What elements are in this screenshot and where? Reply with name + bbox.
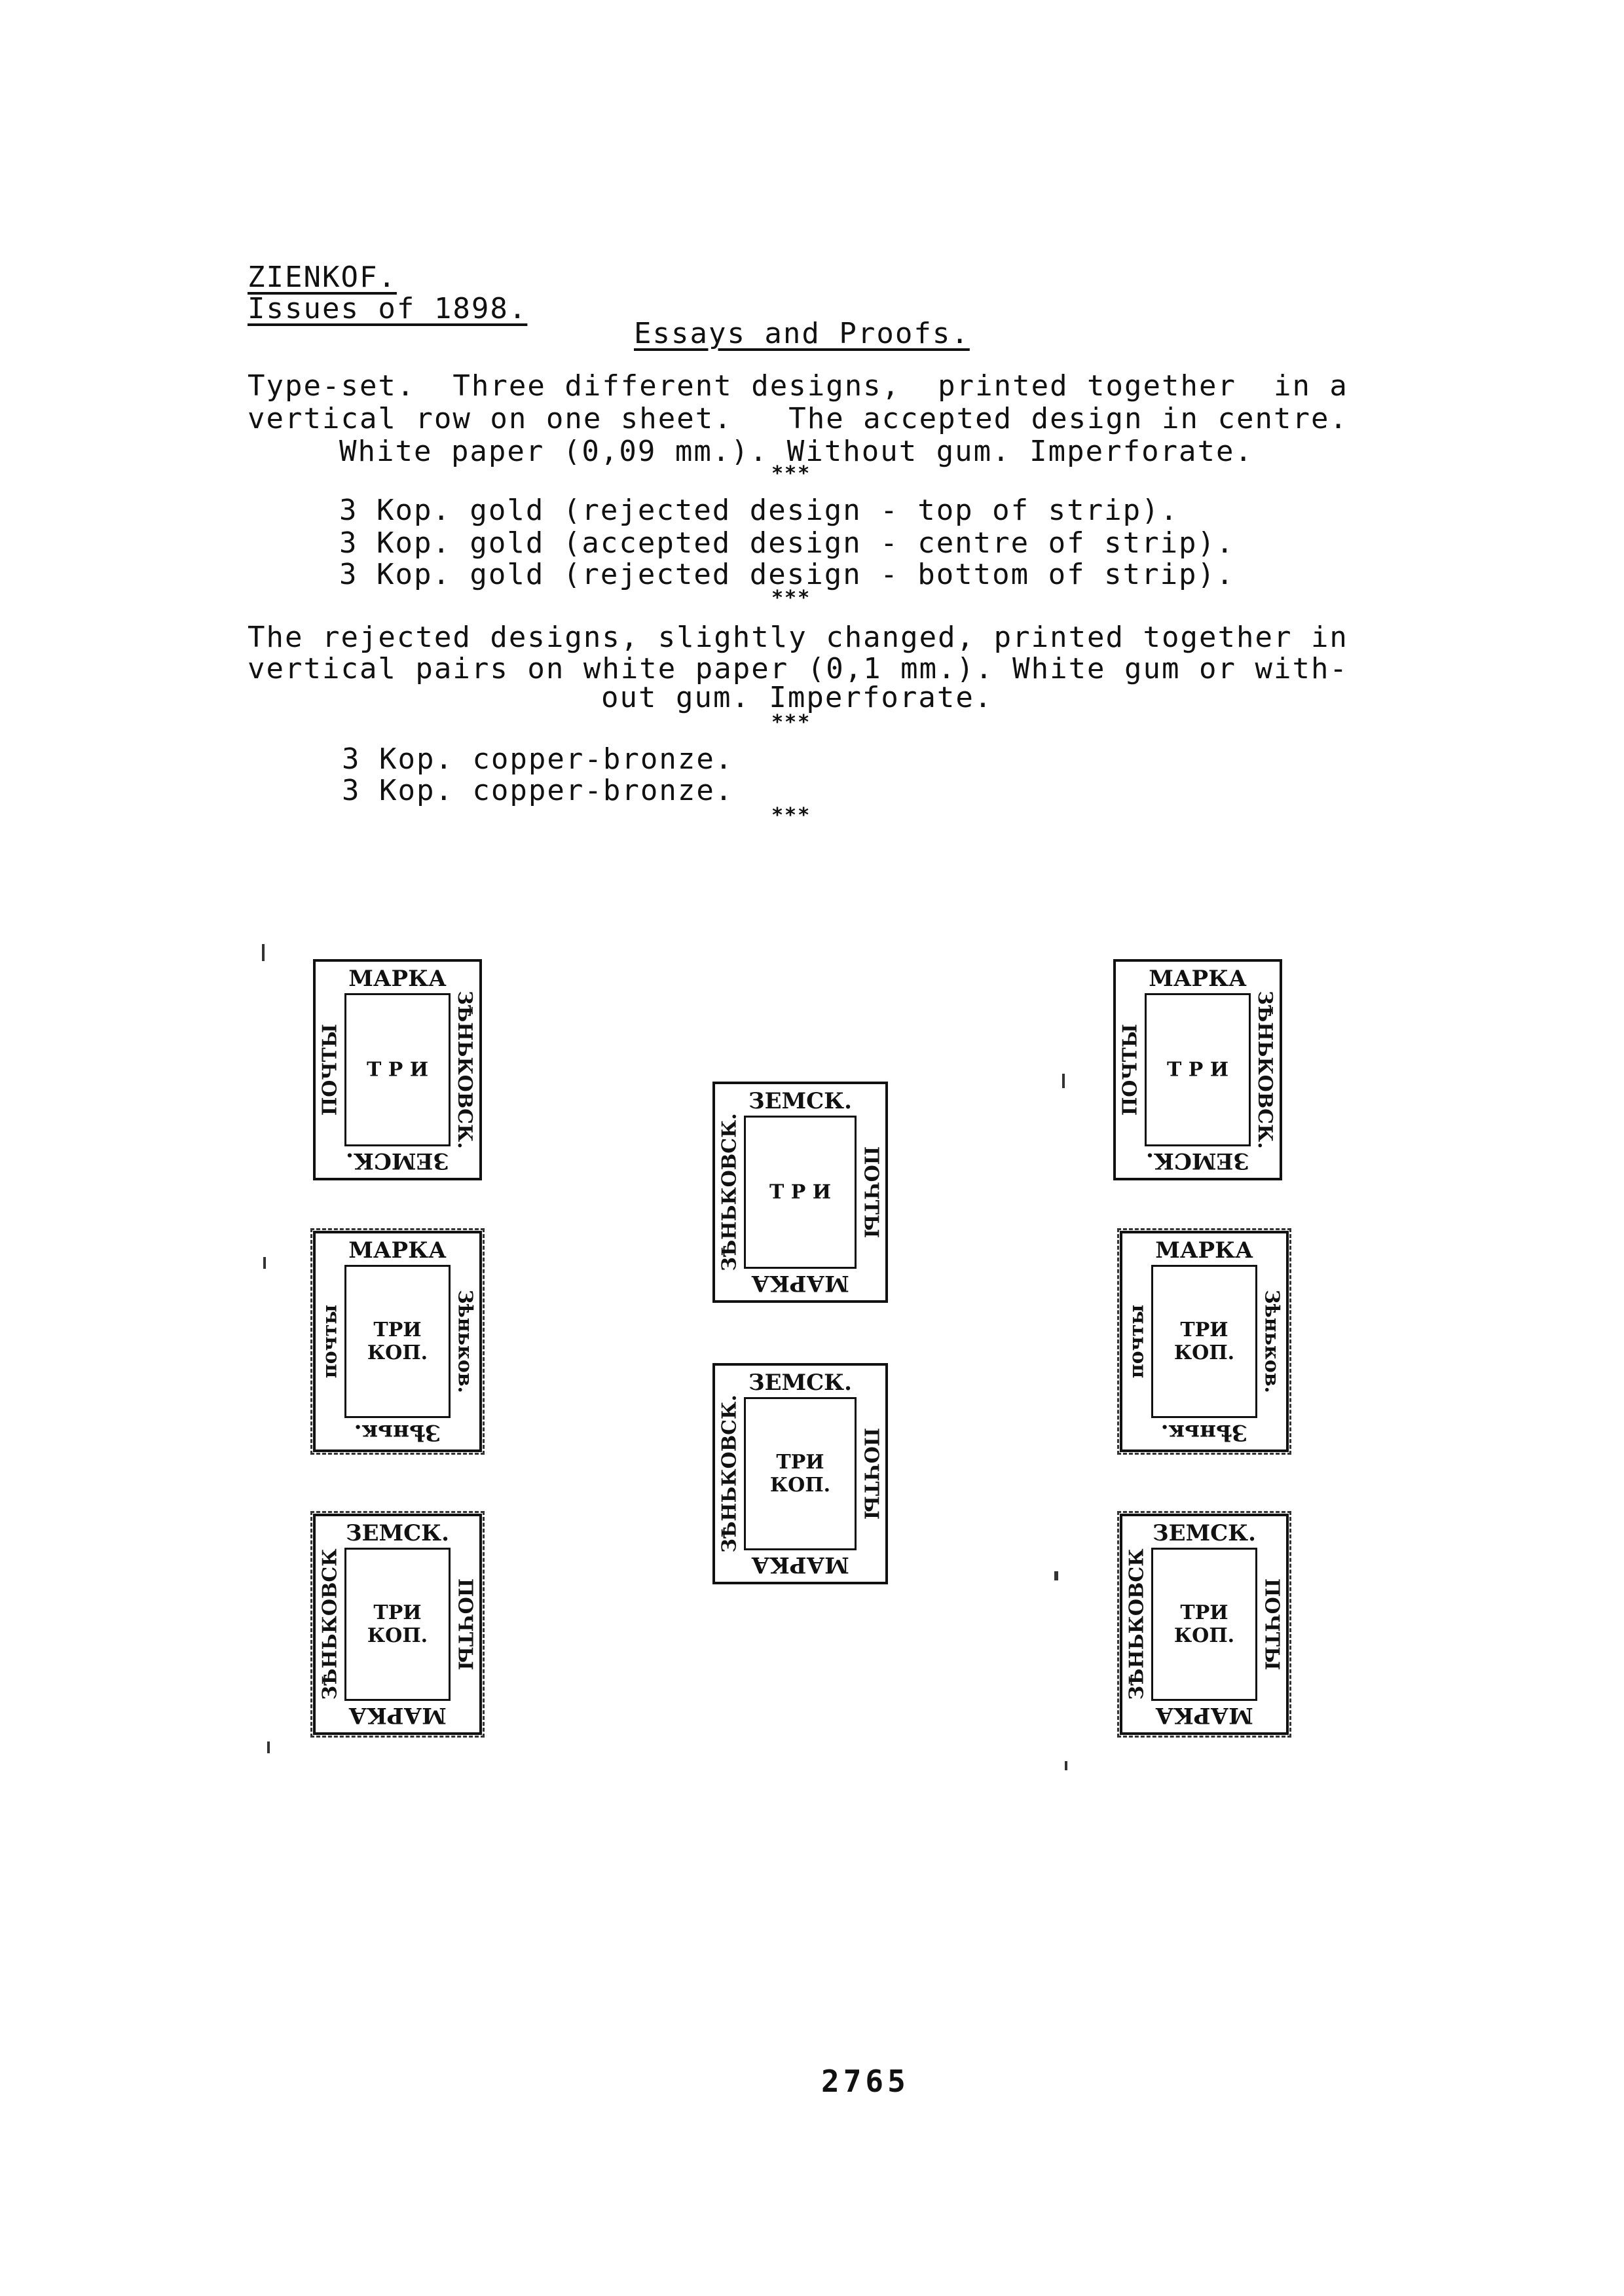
stamp-value-text: Т Р И (769, 1180, 832, 1204)
stamp-inner-frame (344, 1265, 451, 1418)
stamp-bottom-text: МАРКА (751, 1552, 849, 1578)
stamp-left-middle (313, 1231, 482, 1452)
stamp-left-text: ЗѢНЬКОВСК. (718, 1113, 741, 1271)
paragraph-1-line-1: Type-set. Three different designs, printed together in a (248, 369, 1348, 403)
stamp-right-text: Зѣньков. (453, 1289, 477, 1394)
stamp-value-text: ТРИ КОП. (769, 1451, 831, 1497)
scan-speck (1065, 1761, 1067, 1770)
paragraph-2-line-3: out gum. Imperforate. (601, 681, 993, 714)
list-item: 3 Kop. gold (accepted design - centre of strip). (339, 526, 1235, 560)
stamp-right-middle (1120, 1231, 1289, 1452)
stamp-top-text: МАРКА (1149, 966, 1247, 992)
section-title: Essays and Proofs. (634, 317, 970, 350)
stamp-centre-top (712, 1082, 888, 1303)
stamp-value-text: ТРИ КОП. (1173, 1319, 1235, 1364)
stamp-left-text: почты (1125, 1304, 1149, 1379)
stamp-top-text: ЗЕМСК. (748, 1370, 852, 1396)
stamp-bottom-text: ЗЕМСК. (346, 1148, 449, 1174)
scan-speck (267, 1741, 270, 1753)
separator-stars: *** (771, 711, 811, 734)
stamp-value-text: ТРИ КОП. (1173, 1601, 1235, 1647)
stamp-left-text: почты (318, 1304, 342, 1379)
scan-speck (1062, 1074, 1065, 1088)
stamp-right-text: ПОЧТЫ (859, 1427, 883, 1520)
document-title: ZIENKOF. (248, 261, 397, 294)
list-item: 3 Kop. gold (rejected design - top of strip). (339, 494, 1179, 527)
stamp-top-text: ЗЕМСК. (1153, 1520, 1256, 1546)
list-item: 3 Kop. copper-bronze. (342, 774, 734, 807)
stamp-bottom-text: ЗЕМСК. (1146, 1148, 1249, 1174)
list-item: 3 Kop. gold (rejected design - bottom of strip). (339, 558, 1235, 591)
stamp-right-text: ПОЧТЫ (859, 1146, 883, 1239)
stamp-inner-frame (1151, 1548, 1257, 1701)
document-subtitle: Issues of 1898. (248, 292, 528, 325)
stamp-bottom-text: Зѣньк. (1160, 1419, 1248, 1446)
paragraph-1-line-2: vertical row on one sheet. The accepted design in centre. (248, 402, 1348, 435)
stamp-top-text: МАРКА (1155, 1237, 1253, 1264)
stamp-right-text: ПОЧТЫ (1260, 1578, 1283, 1671)
stamp-right-text: ЗѢНЬКОВСК. (453, 991, 477, 1149)
stamp-left-text: ЗѢНЬКОВСК. (718, 1394, 741, 1553)
stamp-left-top (313, 959, 482, 1180)
stamp-left-bottom (313, 1514, 482, 1735)
stamp-right-text: ЗѢНЬКОВСК. (1253, 991, 1277, 1149)
stamp-bottom-text: Зѣньк. (354, 1419, 441, 1446)
stamp-right-text: Зѣньков. (1260, 1289, 1283, 1394)
stamp-right-bottom (1120, 1514, 1289, 1735)
stamp-top-text: ЗЕМСК. (346, 1520, 449, 1546)
stamp-left-text: ЗѢНЬКОВСК (1125, 1548, 1149, 1700)
stamp-inner-frame (744, 1116, 857, 1269)
stamp-value-text: Т Р И (1166, 1058, 1229, 1082)
stamp-bottom-text: МАРКА (348, 1702, 447, 1728)
scan-speck (1054, 1571, 1058, 1580)
stamp-centre-bottom (712, 1363, 888, 1584)
list-item: 3 Kop. copper-bronze. (342, 742, 734, 776)
scan-speck (263, 1257, 266, 1269)
stamp-bottom-text: МАРКА (1155, 1702, 1253, 1728)
paragraph-1-line-3: White paper (0,09 mm.). Without gum. Imperforate. (339, 435, 1254, 468)
stamp-bottom-text: МАРКА (751, 1270, 849, 1296)
stamp-left-text: ПОЧТЫ (318, 1023, 342, 1116)
stamp-value-text: Т Р И (366, 1058, 429, 1082)
stamp-value-text: ТРИ КОП. (367, 1319, 428, 1364)
stamp-inner-frame (744, 1397, 857, 1550)
paragraph-2-line-2: vertical pairs on white paper (0,1 mm.). White gum or with- (248, 652, 1348, 685)
stamp-right-top (1113, 959, 1282, 1180)
stamp-right-text: ПОЧТЫ (453, 1578, 477, 1671)
separator-stars: *** (771, 462, 811, 485)
stamp-value-text: ТРИ КОП. (367, 1601, 428, 1647)
stamp-left-text: ПОЧТЫ (1118, 1023, 1142, 1116)
separator-stars: *** (771, 587, 811, 610)
paragraph-2-line-1: The rejected designs, slightly changed, printed together in (248, 621, 1348, 654)
stamp-inner-frame (344, 1548, 451, 1701)
scan-speck (262, 944, 265, 961)
page-number: 2765 (821, 2064, 910, 2099)
stamp-inner-frame (1145, 993, 1251, 1146)
stamp-top-text: МАРКА (348, 1237, 447, 1264)
stamp-top-text: ЗЕМСК. (748, 1088, 852, 1114)
stamp-inner-frame (1151, 1265, 1257, 1418)
stamp-inner-frame (344, 993, 451, 1146)
stamp-top-text: МАРКА (348, 966, 447, 992)
stamp-left-text: ЗѢНЬКОВСК (318, 1548, 342, 1700)
separator-stars: *** (771, 804, 811, 827)
